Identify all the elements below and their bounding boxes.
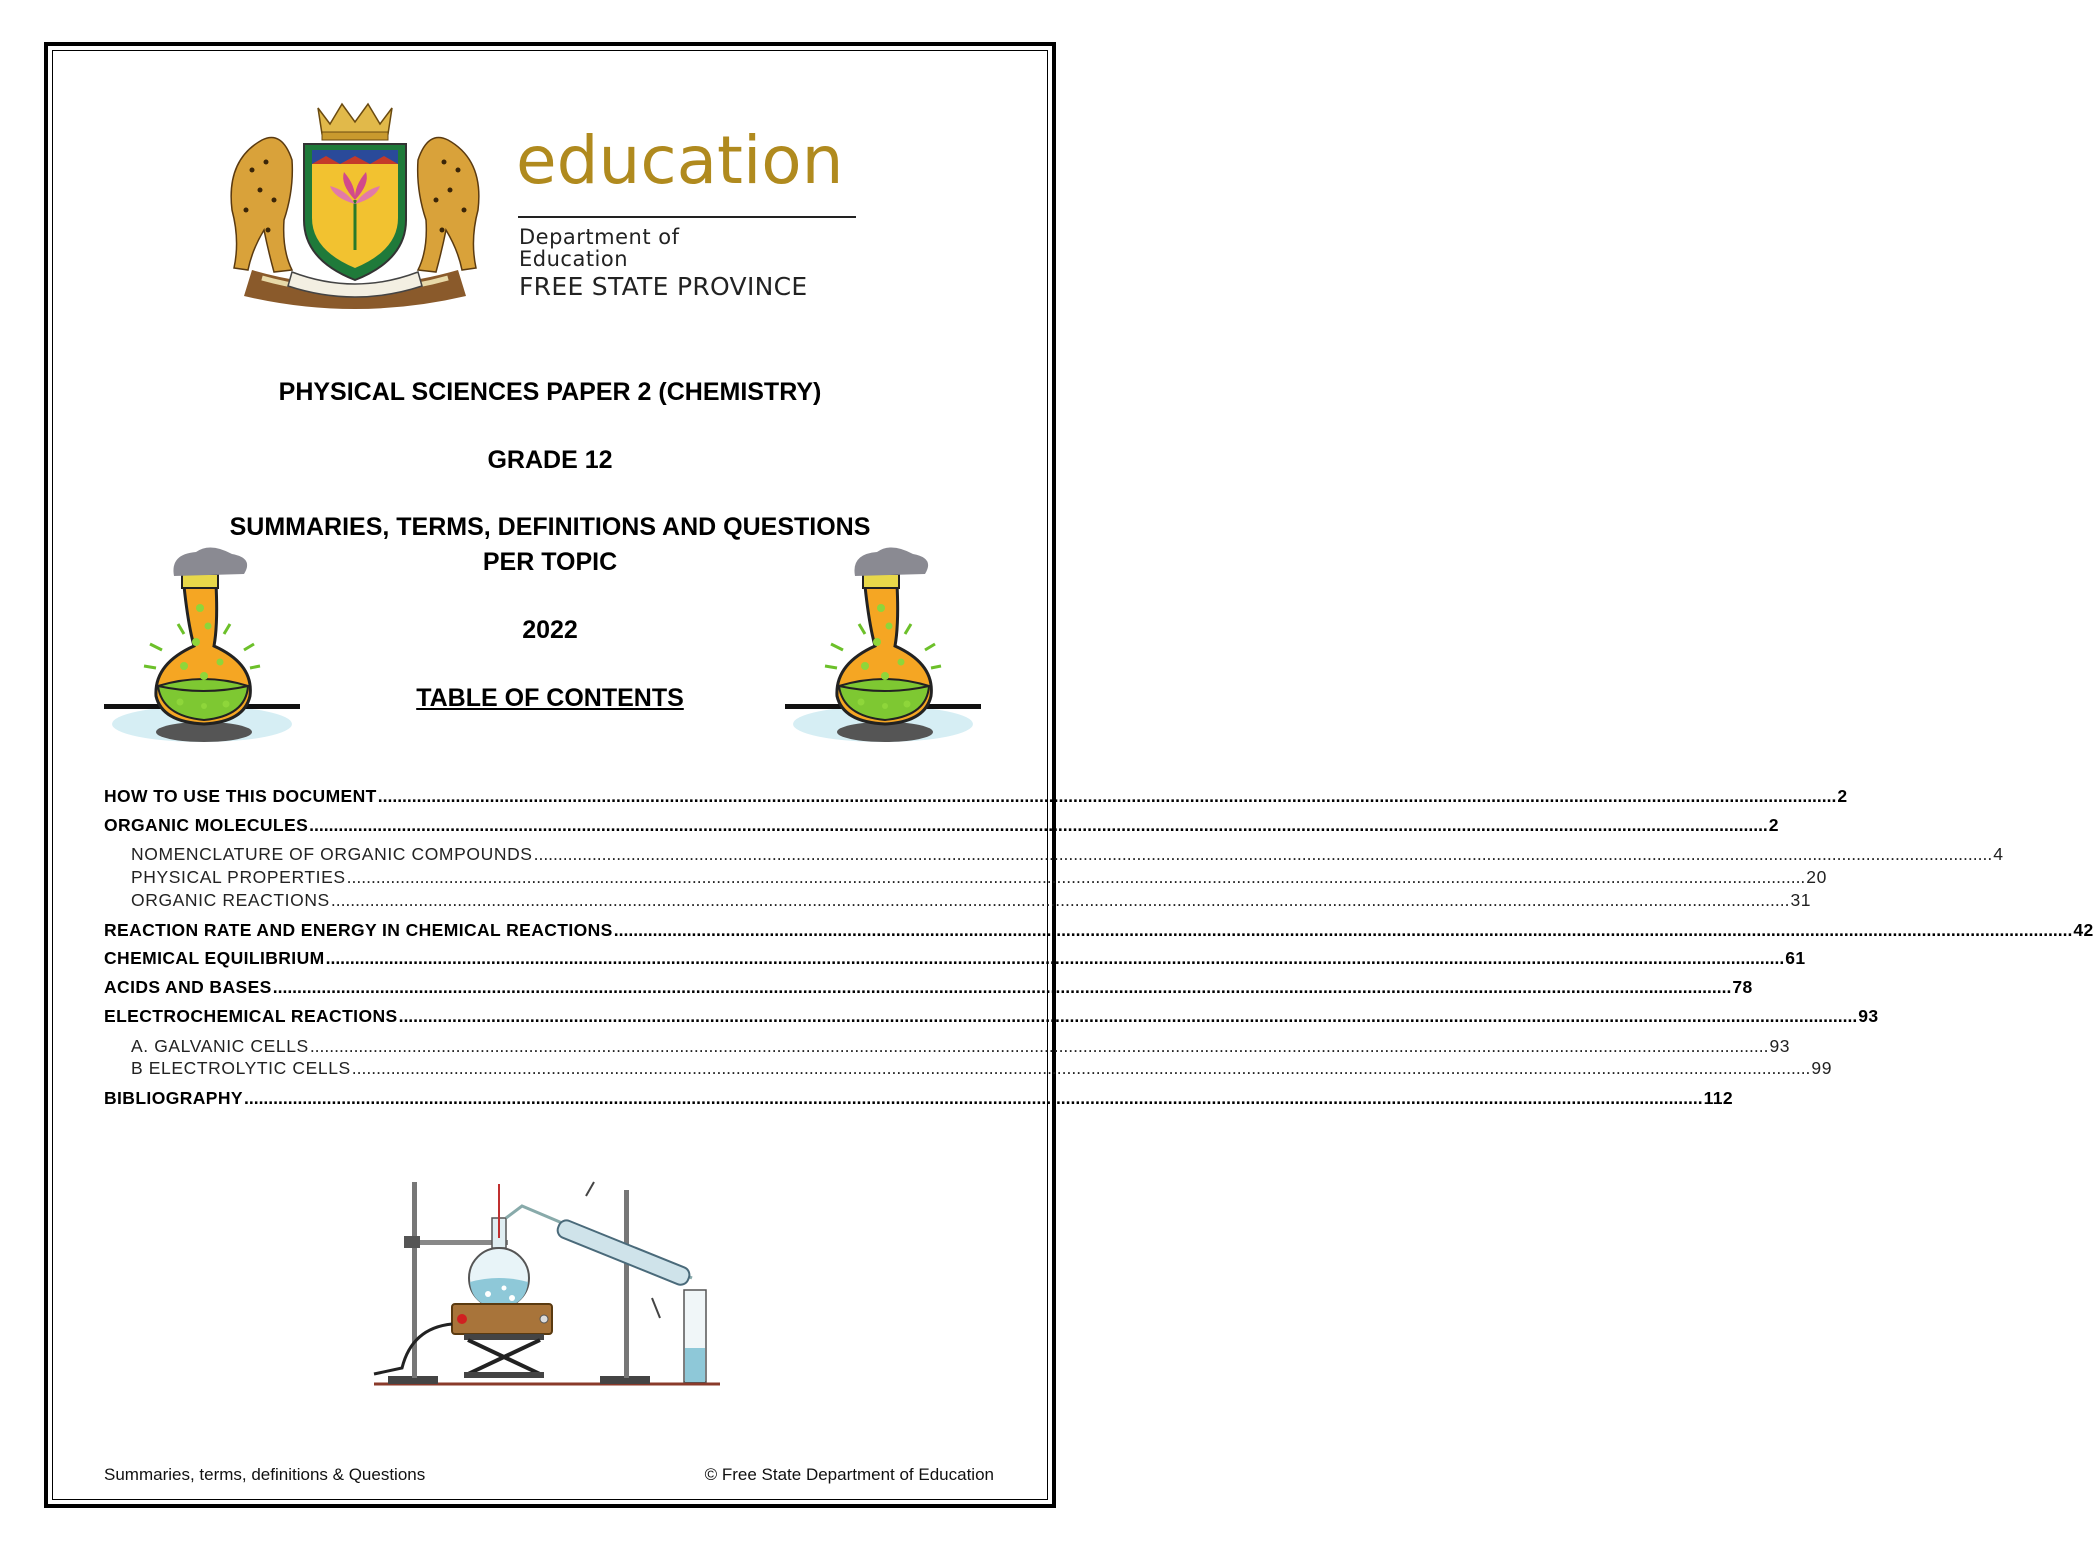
toc-entry-label: ELECTROCHEMICAL REACTIONS xyxy=(104,1006,398,1026)
toc-entry-page: 42 xyxy=(2073,920,2094,940)
toc-entry-label: CHEMICAL EQUILIBRIUM xyxy=(104,948,325,968)
toc-leader-dots: ............................................................................................................................................................................................................................................................................................................ xyxy=(272,977,1732,997)
toc-leader-dots: ............................................................................................................................................................................................................................................................................................................ xyxy=(243,1088,1703,1108)
department-line-2: Education xyxy=(519,247,629,271)
toc-entry-label: NOMENCLATURE OF ORGANIC COMPOUNDS xyxy=(131,844,533,864)
toc-subentry[interactable] xyxy=(131,1036,1791,1056)
footer-copyright: © Free State Department of Education xyxy=(704,1465,994,1484)
toc-entry-page: 20 xyxy=(1806,867,1827,887)
toc-entry[interactable] xyxy=(104,977,1753,997)
toc-entry[interactable] xyxy=(104,920,2094,940)
toc-leader-dots: ............................................................................................................................................................................................................................................................................................................ xyxy=(533,844,1993,864)
toc-subentry[interactable] xyxy=(131,844,2004,864)
toc-entry[interactable] xyxy=(104,1006,1879,1026)
toc-entry-label: ACIDS AND BASES xyxy=(104,977,272,997)
grade-heading: GRADE 12 xyxy=(487,446,613,474)
toc-entry-label: BIBLIOGRAPHY xyxy=(104,1088,243,1108)
coat-of-arms-logo xyxy=(222,100,488,318)
toc-leader-dots: ............................................................................................................................................................................................................................................................................................................ xyxy=(309,1036,1769,1056)
bubbling-flask-illustration-right xyxy=(785,546,981,744)
toc-leader-dots: ............................................................................................................................................................................................................................................................................................................ xyxy=(325,948,1785,968)
toc-subentry[interactable] xyxy=(131,890,1812,910)
education-wordmark: education xyxy=(516,122,844,199)
toc-entry-label: PHYSICAL PROPERTIES xyxy=(131,867,346,887)
wordmark-divider xyxy=(518,216,856,218)
toc-entry-page: 4 xyxy=(1993,844,2004,864)
toc-entry-label: REACTION RATE AND ENERGY IN CHEMICAL REACTIONS xyxy=(104,920,613,940)
toc-entry[interactable] xyxy=(104,815,1779,835)
document-title: PHYSICAL SCIENCES PAPER 2 (CHEMISTRY) xyxy=(278,378,822,406)
toc-heading: TABLE OF CONTENTS xyxy=(416,684,684,712)
toc-leader-dots: ............................................................................................................................................................................................................................................................................................................ xyxy=(613,920,2073,940)
toc-entry-page: 78 xyxy=(1732,977,1753,997)
toc-entry-page: 112 xyxy=(1703,1088,1734,1108)
subtitle-line-2: PER TOPIC xyxy=(482,548,618,576)
toc-leader-dots: ............................................................................................................................................................................................................................................................................................................ xyxy=(351,1058,1811,1078)
department-line-1: Department of xyxy=(519,225,680,249)
toc-entry-page: 2 xyxy=(1768,815,1779,835)
bubbling-flask-illustration-left xyxy=(104,546,300,744)
toc-leader-dots: ............................................................................................................................................................................................................................................................................................................ xyxy=(330,890,1790,910)
toc-leader-dots: ............................................................................................................................................................................................................................................................................................................ xyxy=(346,867,1806,887)
toc-subentry[interactable] xyxy=(131,867,1827,887)
toc-entry-page: 99 xyxy=(1811,1058,1833,1078)
toc-entry[interactable] xyxy=(104,1088,1734,1108)
toc-leader-dots: ............................................................................................................................................................................................................................................................................................................ xyxy=(377,786,1837,806)
subtitle-line-1: SUMMARIES, TERMS, DEFINITIONS AND QUESTIONS xyxy=(229,513,871,541)
toc-leader-dots: ............................................................................................................................................................................................................................................................................................................ xyxy=(309,815,1768,835)
toc-entry-label: ORGANIC REACTIONS xyxy=(131,890,330,910)
toc-leader-dots: ............................................................................................................................................................................................................................................................................................................ xyxy=(398,1006,1858,1026)
toc-entry[interactable] xyxy=(104,786,1848,806)
toc-entry-page: 93 xyxy=(1858,1006,1879,1026)
toc-entry[interactable] xyxy=(104,948,1806,968)
toc-entry-page: 61 xyxy=(1785,948,1806,968)
toc-subentry[interactable] xyxy=(131,1058,1833,1078)
toc-entry-label: ORGANIC MOLECULES xyxy=(104,815,309,835)
toc-entry-page: 2 xyxy=(1837,786,1848,806)
toc-entry-label: A. GALVANIC CELLS xyxy=(131,1036,309,1056)
province-name: FREE STATE PROVINCE xyxy=(519,272,808,301)
distillation-apparatus-illustration xyxy=(372,1178,722,1390)
footer-document-name: Summaries, terms, definitions & Questions xyxy=(104,1465,426,1484)
toc-entry-label: B ELECTROLYTIC CELLS xyxy=(131,1058,351,1078)
toc-entry-page: 93 xyxy=(1769,1036,1791,1056)
toc-entry-label: HOW TO USE THIS DOCUMENT xyxy=(104,786,377,806)
toc-entry-page: 31 xyxy=(1790,890,1812,910)
year-heading: 2022 xyxy=(522,616,578,644)
